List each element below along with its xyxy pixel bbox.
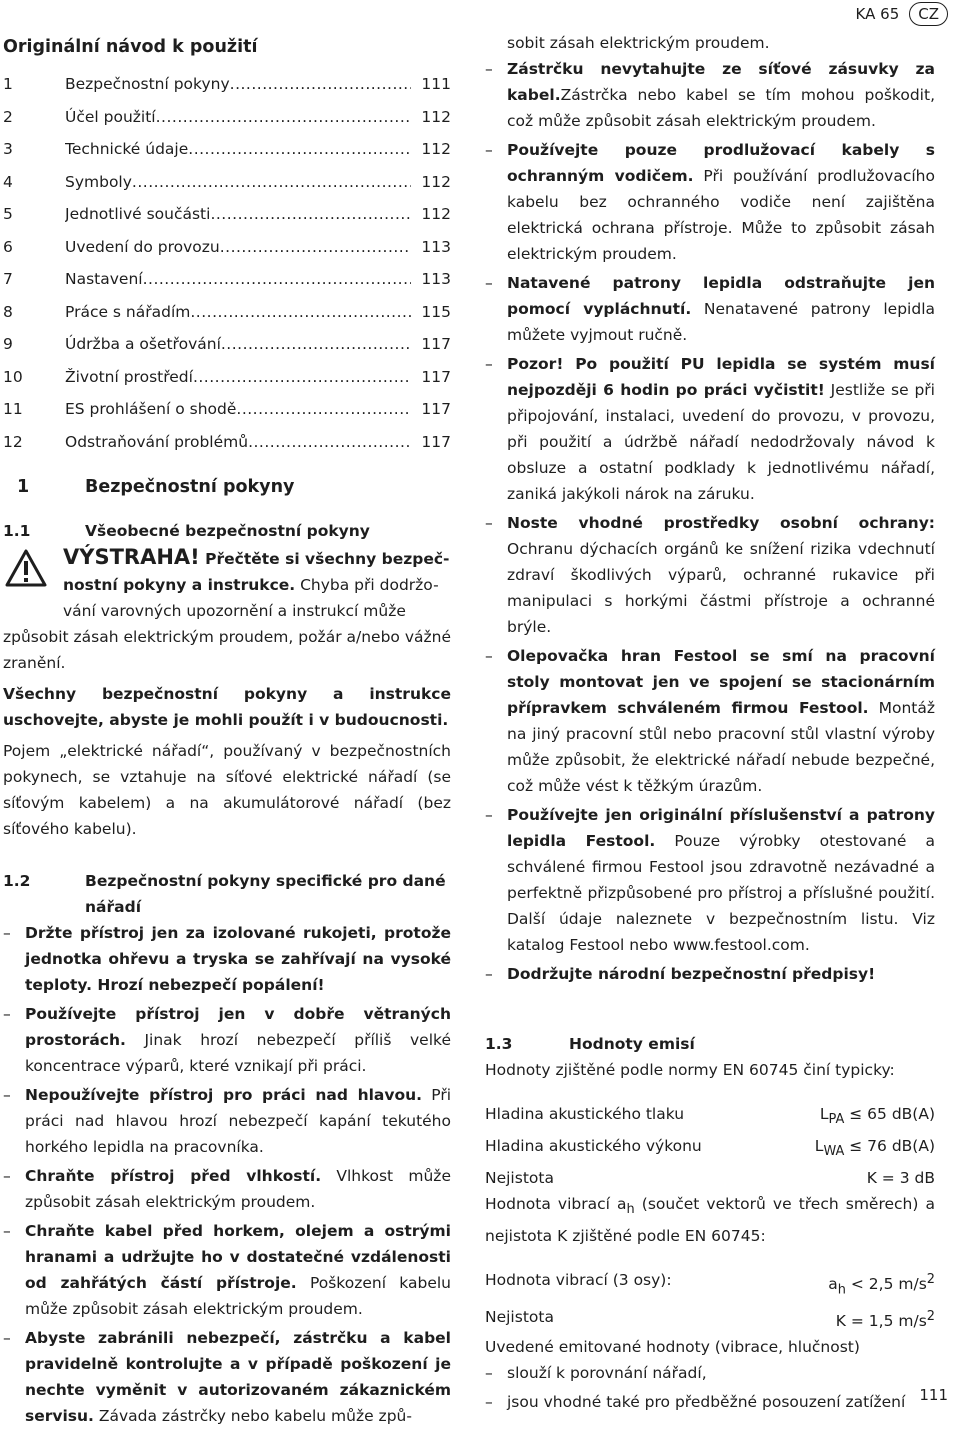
dash-marker: –	[3, 1329, 11, 1347]
section-1-1-heading	[3, 518, 451, 544]
list-item-text: slouží k porovnání nářadí,	[507, 1363, 707, 1382]
spec-label: Nejistota	[485, 1307, 554, 1326]
toc-page: 112	[421, 172, 451, 191]
section-title: Bezpečnostní pokyny	[85, 477, 295, 497]
term-definition-text: Pojem „elektrické nářadí“, používaný v bezpečnostních pokynech, se vztahuje na síťové elektrické nářadí (se síťovým kabelem) a na akumulátorové nářadí (bez síťového kabelu).	[3, 742, 451, 838]
safety-list-item	[3, 1325, 451, 1429]
toc-label: Odstraňování problémů	[65, 432, 249, 451]
toc-label: Bezpečnostní pokyny	[65, 75, 230, 94]
toc-leader-dots	[248, 429, 411, 455]
page-number: 111	[919, 1386, 948, 1404]
toc-leader-dots	[143, 266, 411, 292]
toc-number: 1	[3, 75, 13, 94]
section-number: 1.1	[3, 522, 31, 540]
safety-list-item	[485, 510, 935, 640]
list-item-text: Ochranu dýchacích orgánů ke snížení rizika vdechnutí zdraví škodlivých výparů, ochranné rukavice při manipulaci s horkými částmi přístroje a ochranné brýle.	[507, 540, 935, 636]
safety-list-item	[485, 961, 935, 987]
warning-text: Přečtěte si všechny bezpeč-	[199, 550, 450, 568]
dash-marker: –	[3, 924, 11, 942]
toc-label: Technické údaje	[65, 140, 189, 159]
warning-label: VÝSTRAHA!	[63, 545, 200, 569]
section-number: 1.2	[3, 872, 31, 890]
list-item-bold: Natavené patrony lepidla odstraňujte jen pomocí vypláchnutí.	[507, 274, 935, 318]
section-number: 1	[17, 477, 30, 497]
safety-list-item	[3, 1082, 451, 1160]
spec-label: Nejistota	[485, 1169, 554, 1188]
spec-superscript: 2	[926, 1272, 935, 1288]
list-item-bold: Zástrčku nevytahujte ze síťové zásuvky za kabel.	[507, 60, 935, 104]
spec-label: Hladina akustického výkonu	[485, 1137, 702, 1156]
safety-list-left	[3, 920, 451, 1429]
toc-label: Údržba a ošetřování	[65, 335, 221, 354]
left-column	[3, 30, 451, 1432]
toc-leader-dots	[190, 299, 411, 325]
toc-leader-dots	[156, 104, 411, 130]
toc-row[interactable]	[3, 166, 451, 199]
spec-row	[485, 1133, 935, 1165]
toc-page: 117	[421, 335, 451, 354]
toc-label: Účel použití	[65, 107, 156, 126]
toc-page: 113	[421, 270, 451, 289]
document-title: Originální návod k použití	[3, 37, 258, 57]
toc-page: 117	[421, 432, 451, 451]
safety-list-item	[485, 802, 935, 958]
toc-leader-dots	[132, 169, 411, 195]
toc-row[interactable]	[3, 198, 451, 231]
toc-row[interactable]	[3, 393, 451, 426]
toc-label: ES prohlášení o shodě	[65, 400, 237, 419]
list-item-bold: Používejte pouze prodlužovací kabely s ochranným vodičem.	[507, 141, 935, 185]
section-number: 1.3	[485, 1035, 513, 1053]
list-item-bold: Pozor! Po použití PU lepidla se systém musí nejpozději 6 hodin po práci vyčistit!	[507, 355, 935, 399]
toc-page: 112	[421, 107, 451, 126]
safety-list-item	[485, 643, 935, 799]
dash-marker: –	[485, 965, 493, 983]
toc-label: Nastavení	[65, 270, 143, 289]
spec-symbol: a	[828, 1275, 838, 1294]
list-item-text: Při práci nad hlavou hrozí nebezpečí kapání tekutého horkého lepidla na pracovníka.	[25, 1086, 451, 1156]
vibration-sub: h	[626, 1202, 635, 1218]
safety-list-right	[485, 56, 935, 987]
dash-marker: –	[485, 141, 493, 159]
spec-value: < 2,5 m/s	[845, 1275, 927, 1294]
spec-symbol: L	[814, 1137, 824, 1156]
emission-intro: Hodnoty zjištěné podle normy EN 60745 činí typicky:	[485, 1061, 895, 1079]
spec-row	[485, 1165, 935, 1191]
toc-row[interactable]	[3, 68, 451, 101]
toc-label: Uvedení do provozu	[65, 237, 220, 256]
safety-list-item	[485, 56, 935, 134]
toc-leader-dots	[221, 331, 411, 357]
spec-row	[485, 1101, 935, 1133]
toc-number: 6	[3, 237, 13, 256]
right-column	[485, 30, 935, 1418]
toc-page: 117	[421, 400, 451, 419]
list-item-bold: Používejte přístroj jen v dobře větraných prostorách.	[25, 1005, 451, 1049]
list-continuation: sobit zásah elektrickým proudem.	[507, 34, 770, 52]
toc-row[interactable]	[3, 361, 451, 394]
section-title: Hodnoty emisí	[569, 1035, 695, 1053]
table-of-contents	[3, 68, 451, 458]
section-title: Všeobecné bezpečnostní pokyny	[85, 522, 370, 540]
list-item-text: Pouze výrobky otestované a schválené firmou Festool jsou zdravotně nezávadné a perfektně přizpůsobené pro přístroj a příslušné použití. Další údaje naleznete v bezpečnostním listu. Viz katalog Festool nebo www.festool.com.	[507, 832, 935, 954]
language-badge: CZ	[909, 2, 948, 26]
toc-page: 113	[421, 237, 451, 256]
section-title: Bezpečnostní pokyny specifické pro dané nářadí	[85, 872, 446, 916]
safety-list-item	[3, 1001, 451, 1079]
safety-list-item	[3, 1218, 451, 1322]
list-item-bold: Chraňte přístroj před vlhkostí.	[25, 1167, 322, 1185]
toc-leader-dots	[210, 201, 411, 227]
spec-row	[485, 1267, 935, 1303]
toc-number: 3	[3, 140, 13, 159]
section-1-2-heading	[3, 868, 451, 920]
toc-number: 2	[3, 107, 13, 126]
dash-marker: –	[485, 647, 493, 665]
list-item-bold: Noste vhodné prostředky osobní ochrany:	[507, 514, 935, 532]
toc-leader-dots	[193, 364, 411, 390]
vibration-text-a: Hodnota vibrací a	[485, 1195, 627, 1214]
list-item-bold: Chraňte kabel před horkem, olejem a ostrými hranami a udržujte ho v dostatečné vzdálenosti od zahřátých částí přístroje.	[25, 1222, 451, 1292]
toc-number: 11	[3, 400, 23, 419]
safety-list-item	[3, 920, 451, 998]
safety-list-item	[3, 1163, 451, 1215]
warning-block	[3, 544, 451, 676]
toc-label: Práce s nářadím	[65, 302, 191, 321]
toc-page: 115	[421, 302, 451, 321]
dash-marker: –	[485, 514, 493, 532]
warning-text: vání varovných upozornění a instrukcí může	[63, 602, 406, 620]
dash-marker: –	[3, 1086, 11, 1104]
dash-marker: –	[3, 1167, 11, 1185]
spec-label: Hladina akustického tlaku	[485, 1105, 685, 1123]
spec-subscript: WA	[823, 1144, 845, 1160]
spec-value: K = 3 dB	[866, 1169, 935, 1188]
keep-instructions-text: Všechny bezpečnostní pokyny a instrukce uschovejte, abyste je mohli použít i v budoucnosti.	[3, 685, 451, 729]
list-item-bold: Nepoužívejte přístroj pro práci nad hlavou.	[25, 1086, 423, 1104]
list-item-text: Montáž na jiný pracovní stůl nebo pracovní stůl vlastní výroby může způsobit, že elektrické nářadí nebude bezpečné, což může vést k těžkým úrazům.	[507, 699, 935, 795]
spec-value: K = 1,5 m/s	[835, 1311, 927, 1330]
toc-row[interactable]	[3, 133, 451, 166]
vibration-text	[485, 1191, 935, 1249]
list-item: – slouží k porovnání nářadí,	[485, 1360, 935, 1386]
list-item-text: Zástrčka nebo kabel se tím mohou poškodit, což může způsobit zásah elektrickým proudem.	[507, 86, 935, 130]
list-item-text: Poškození kabelu může způsobit zásah elektrickým proudem.	[25, 1274, 451, 1318]
spec-subscript: PA	[828, 1112, 845, 1128]
spec-row	[485, 1304, 935, 1334]
toc-leader-dots	[220, 234, 411, 260]
toc-number: 4	[3, 172, 13, 191]
dash-marker: –	[485, 806, 493, 824]
section-1-heading	[3, 474, 451, 500]
list-item-bold: Držte přístroj jen za izolované rukojeti, protože jednotka ohřevu a tryska se zahřívají na vysoké teploty. Hrozí nebezpečí popálení!	[25, 924, 451, 994]
safety-list-item	[485, 137, 935, 267]
warning-text: nostní pokyny a instrukce.	[63, 576, 296, 594]
spec-symbol: L	[819, 1105, 829, 1123]
dash-marker: –	[485, 60, 493, 78]
dash-marker: –	[485, 274, 493, 292]
toc-label: Symboly	[65, 172, 132, 191]
warning-text: způsobit zásah elektrickým proudem, požár a/nebo vážné zranění.	[3, 628, 451, 672]
toc-leader-dots	[236, 396, 411, 422]
toc-page: 112	[421, 140, 451, 159]
spec-superscript: 2	[926, 1308, 935, 1324]
toc-label: Životní prostředí	[65, 367, 193, 386]
toc-row[interactable]	[3, 231, 451, 264]
list-item-text: jsou vhodné také pro předběžné posouzení zatížení	[507, 1392, 906, 1411]
toc-row[interactable]	[3, 328, 451, 361]
spec-value: ≤ 65 dB(A)	[844, 1105, 935, 1123]
dash-marker: –	[3, 1005, 11, 1023]
dash-marker: –	[3, 1222, 11, 1240]
list-item-text: Jestliže se při připojování, instalaci, uvedení do provozu, v provozu, při použití a údržbě nářadí nedodržovaly návod k obsluze a ostatní podklady k jednotlivému nářadí, zaniká jakýkoli nárok na záruku.	[507, 381, 935, 503]
toc-number: 8	[3, 302, 13, 321]
model-code: KA 65	[855, 5, 900, 23]
list-item-bold: Olepovačka hran Festool se smí na pracovní stoly montovat jen ve spojení se stacionárním přípravkem schváleném firmou Festool.	[507, 647, 935, 717]
dash-marker: –	[485, 355, 493, 373]
toc-number: 10	[3, 367, 23, 386]
list-item-text: Závada zástrčky nebo kabelu může způ-	[93, 1407, 412, 1425]
section-1-3-heading	[485, 1031, 935, 1057]
list-item-bold: Dodržujte národní bezpečnostní předpisy!	[507, 965, 876, 983]
toc-number: 5	[3, 205, 13, 224]
toc-page: 111	[421, 75, 451, 94]
vibration-text-b: (součet vektorů ve třech směrech) a nejistota K zjištěné podle EN 60745:	[485, 1195, 935, 1246]
toc-label: Jednotlivé součásti	[65, 205, 211, 224]
warning-triangle-icon	[5, 548, 47, 588]
list-item-text: Při používání prodlužovacího kabelu bez ochranného vodiče není zajištěna elektrická ochrana přístroje. Může to způsobit zásah elektrickým proudem.	[507, 167, 935, 263]
toc-number: 12	[3, 432, 23, 451]
toc-leader-dots	[230, 71, 411, 97]
toc-page: 112	[421, 205, 451, 224]
list-item-text: Vlhkost může způsobit zásah elektrickým proudem.	[25, 1167, 451, 1211]
toc-row[interactable]	[3, 101, 451, 134]
toc-row[interactable]	[3, 263, 451, 296]
toc-number: 9	[3, 335, 13, 354]
toc-leader-dots	[188, 136, 411, 162]
toc-row[interactable]	[3, 296, 451, 329]
safety-list-item	[485, 270, 935, 348]
toc-number: 7	[3, 270, 13, 289]
spec-subscript: h	[837, 1282, 846, 1298]
list-item-text: Nenatavené patrony lepidla můžete vyjmout ručně.	[507, 300, 936, 344]
list-item: – jsou vhodné také pro předběžné posouzení zatížení	[485, 1389, 935, 1415]
safety-list-item	[485, 351, 935, 507]
list-item-bold: Abyste zabránili nebezpečí, zástrčku a kabel pravidelně kontrolujte a v případě poškození je nechte vyměnit v autorizovaném zákaznickém servisu.	[25, 1329, 451, 1425]
warning-text: Chyba při dodržo-	[295, 576, 439, 594]
spec-value: ≤ 76 dB(A)	[844, 1137, 935, 1156]
spec-label: Hodnota vibrací (3 osy):	[485, 1271, 672, 1290]
page-header	[856, 2, 948, 26]
toc-row[interactable]	[3, 426, 451, 459]
list-item-bold: Používejte jen originální příslušenství a patrony lepidla Festool.	[507, 806, 935, 850]
list-item-text: Jinak hrozí nebezpečí příliš velké koncentrace výparů, které vznikají při práci.	[25, 1031, 451, 1075]
toc-page: 117	[421, 367, 451, 386]
emission-note: Uvedené emitované hodnoty (vibrace, hlučnost)	[485, 1337, 860, 1356]
